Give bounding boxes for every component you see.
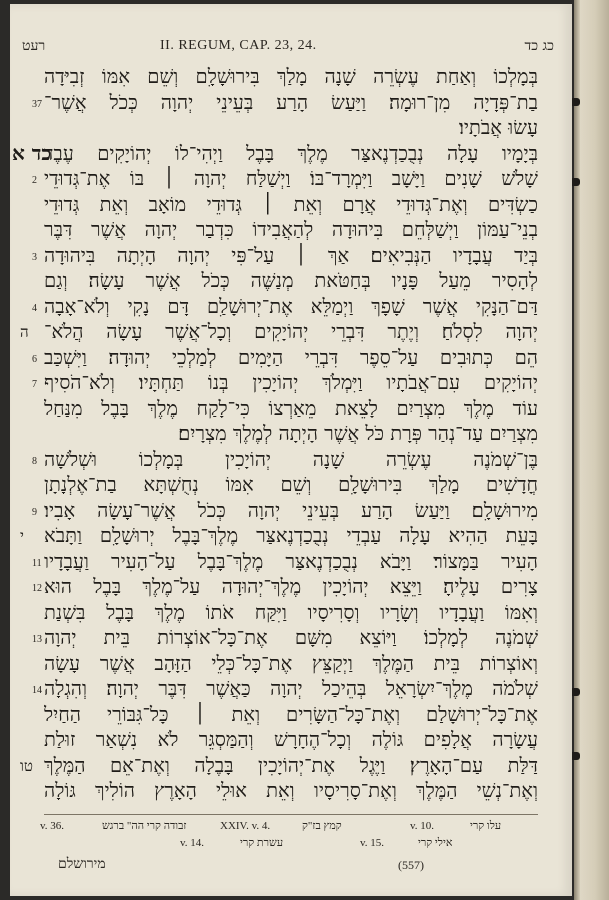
text-line — [10, 600, 572, 626]
chapter-marker: י — [20, 527, 24, 545]
text-line — [10, 268, 572, 294]
verse-text: וְאוֹצְרוֹת בֵּית הַמֶּלֶךְ וַיְקַצֵּץ אֶת־כָּל־כְּלֵי הַזָּהָב אֲשֶׁר עָשָׂה — [44, 651, 538, 675]
masoretic-notes — [10, 820, 572, 860]
text-line — [10, 447, 572, 473]
verse-text: וְאֶת־נְשֵׁי הַמֶּלֶךְ וְאֶת־סָרִיסָיו וְאֵת אוּלֵי הָאָרֶץ הוֹלִיךְ גּוֹלָה — [44, 779, 538, 802]
note-entry: v. 36. — [40, 820, 65, 832]
book-spine — [574, 0, 609, 900]
verse-text: חֳדָשִׁים מָלַךְ בִּירוּשָׁלִָם וְשֵׁם אִמּוֹ נְחֻשְׁתָּא בַת־אֶלְנָתָן — [44, 473, 538, 496]
text-line — [10, 319, 572, 345]
text-line — [10, 778, 572, 804]
running-head-hebrew-page: רעט — [22, 38, 46, 54]
verse-text: הָעִיר בַּמָּצוֹר׃ וַיָּבֹא נְבֻכַדְנֶאצַּר מֶלֶךְ־בָּבֶל עַל־הָעִיר וַעֲבָדָיו — [44, 549, 538, 573]
verse-number: 14 — [32, 685, 42, 696]
text-line — [10, 574, 572, 600]
verse-number: 13 — [32, 634, 42, 645]
text-line — [10, 192, 572, 218]
note-entry: אילי קרי — [418, 837, 453, 849]
note-entry: עלו קרי — [470, 820, 502, 832]
verse-text: מִירוּשָׁלִָם׃ וַיַּעַשׂ הָרַע בְּעֵינֵי יְהוָה כְּכֹל אֲשֶׁר־עָשָׂה אָבִיו׃ — [44, 498, 538, 522]
note-entry: v. 14. — [180, 837, 205, 849]
text-line — [10, 217, 572, 243]
spine-shadow — [574, 0, 580, 900]
text-line — [10, 396, 572, 422]
text-line — [10, 549, 572, 575]
verse-text: לְהָסִיר מֵעַל פָּנָיו בְּחַטֹּאת מְנַשֶּׁה כְּכֹל אֲשֶׁר עָשָׂה׃ וְגַם — [44, 269, 538, 292]
text-line — [10, 115, 572, 141]
verse-number: 12 — [32, 583, 42, 594]
text-line — [10, 141, 572, 167]
text-line — [10, 90, 572, 116]
verse-text: שְׁלֹמֹה מֶלֶךְ־יִשְׂרָאֵל בְּהֵיכַל יְהוָה כַּאֲשֶׁר דִּבֶּר יְהוָה׃ וְהִגְלָה — [44, 677, 538, 700]
verse-text: עוֹד מֶלֶךְ מִצְרַיִם לָצֵאת מֵאַרְצוֹ כִּי־לָקַח מֶלֶךְ בָּבֶל מִנַּחַל — [44, 396, 538, 420]
text-line — [10, 625, 572, 651]
text-line — [10, 370, 572, 396]
running-head-chapters: כג כד — [524, 38, 554, 54]
running-head — [10, 26, 572, 54]
verse-number: 9 — [32, 506, 37, 518]
note-entry: עשרת קרי — [240, 837, 284, 849]
text-line — [10, 294, 572, 320]
page-number: (557) — [398, 858, 424, 872]
text-line — [10, 243, 572, 269]
verse-number: 3 — [32, 251, 37, 263]
verse-text: בְּיָמָיו עָלָה נְבֻכַדְנֶאצַּר מֶלֶךְ בָּבֶל וַיְהִי־לוֹ יְהוֹיָקִים עֶבֶד — [44, 141, 538, 165]
verse-text: בְּיַד עֲבָדָיו הַנְּבִיאִים׃ אַךְ ׀ עַל־פִּי יְהוָה הָיְתָה בִּיהוּדָה — [44, 243, 538, 267]
note-entry: v. 15. — [360, 837, 385, 849]
text-line — [10, 64, 572, 90]
verse-text: הֵם כְּתוּבִים עַל־סֵפֶר דִּבְרֵי הַיָּמִים לְמַלְכֵי יְהוּדָה׃ וַיִּשְׁכַּב — [44, 345, 538, 369]
verse-number: 37 — [32, 98, 42, 110]
chapter-marker: כד א — [12, 140, 52, 165]
text-line — [10, 498, 572, 524]
verse-text: עָשׂוּ אֲבֹתָיו׃ — [458, 116, 538, 139]
verse-text: בַת־פְּדָיָה מִן־רוּמָה׃ וַיַּעַשׂ הָרַע בְּעֵינֵי יְהוָה כְּכֹל אֲשֶׁר־ — [44, 90, 538, 114]
verse-text: יְהוֹיָקִים עִם־אֲבֹתָיו וַיִּמְלֹךְ יְהוֹיָכִין בְּנוֹ תַּחְתָּיו׃ וְלֹא־הֹסִיף — [44, 371, 538, 394]
verse-text: אֶת־כָּל־יְרוּשָׁלַם וְאֶת־כָּל־הַשָּׂרִים וְאֵת ׀ כָּל־גִּבּוֹרֵי הַחַיִל — [44, 702, 538, 726]
verse-text: יְהוָה לִסְלֹחַ׃ וְיֶתֶר דִּבְרֵי יְהוֹיָקִים וְכָל־אֲשֶׁר עָשָׂה הֲלֹא־ — [44, 320, 538, 343]
text-line — [10, 523, 572, 549]
note-entry: v. 10. — [410, 820, 435, 832]
verse-text: שָׁלֹשׁ שָׁנִים וַיָּשָׁב וַיִּמְרָד־בּוֹ׃ וַיְשַׁלַּח יְהוָה ׀ בּוֹ אֶת־גְּדוּדֵי — [44, 167, 538, 190]
verse-number: 8 — [32, 455, 37, 467]
chapter-marker: ה — [20, 323, 29, 341]
verse-text: דַּלַּת עַם־הָאָרֶץ׃ וַיֶּגֶל אֶת־יְהוֹיָכִין בָּבֶלָה וְאֶת־אֵם הַמֶּלֶךְ — [44, 753, 538, 777]
verse-text: בְנֵי־עַמּוֹן וַיְשַׁלְּחֵם בִּיהוּדָה לְהַאֲבִידוֹ כִּדְבַר יְהוָה אֲשֶׁר דִּבֶּר — [44, 218, 538, 241]
verse-text: שְׁמֹנֶה לְמָלְכוֹ׃ וַיּוֹצֵא מִשָּׁם אֶת־כָּל־אוֹצְרוֹת בֵּית יְהוָה — [44, 626, 538, 649]
text-line — [10, 727, 572, 753]
verse-number: 4 — [32, 302, 37, 314]
note-entry: XXIV. v. 4. — [220, 820, 271, 832]
running-head-title: II. REGUM, CAP. 23, 24. — [160, 38, 317, 53]
verse-text: כַשְׂדִּים וְאֶת־גְּדוּדֵי אֲרָם וְאֵת ׀ גְּדוּדֵי מוֹאָב וְאֵת גְּדוּדֵי — [44, 192, 538, 216]
verse-number: 6 — [32, 353, 37, 365]
verse-text: בָּעֵת הַהִיא עָלָה עַבְדֵי נְבֻכַדְנֶאצַּר מֶלֶךְ־בָּבֶל יְרוּשָׁלִָם וַתָּבֹא — [44, 524, 538, 547]
catchword: מירושלם — [58, 856, 106, 872]
text-line — [10, 166, 572, 192]
text-line — [10, 345, 572, 371]
verse-number: 7 — [32, 379, 37, 390]
page-footer — [10, 856, 572, 880]
note-entry: קמץ בז"ק — [302, 820, 342, 832]
verse-text: וְאִמּוֹ וַעֲבָדָיו וְשָׂרָיו וְסָרִיסָיו וַיִּקַּח אֹתוֹ מֶלֶךְ בָּבֶל בִּשְׁנַת — [44, 600, 538, 624]
text-line — [10, 651, 572, 677]
verse-number: 11 — [32, 557, 42, 569]
text-line — [10, 472, 572, 498]
verse-text: בֶּן־שְׁמֹנֶה עֶשְׂרֵה שָׁנָה יְהוֹיָכִין בְּמָלְכוֹ וּשְׁלֹשָׁה — [44, 447, 538, 471]
text-line — [10, 753, 572, 779]
footnote-rule — [44, 814, 538, 815]
verse-text: דַּם־הַנָּקִי אֲשֶׁר שָׁפָךְ וַיְמַלֵּא אֶת־יְרוּשָׁלִַם דָּם נָקִי וְלֹא־אָבָה — [44, 294, 538, 318]
verse-number: 2 — [32, 175, 37, 186]
text-line — [10, 421, 572, 447]
verse-text: מִצְרַיִם עַד־נְהַר פְּרָת כֹּל אֲשֶׁר הָיְתָה לְמֶלֶךְ מִצְרָיִם׃ — [178, 422, 538, 445]
chapter-marker: טו — [20, 756, 33, 775]
verse-text: צָרִים עָלֶיהָ׃ וַיֵּצֵא יְהוֹיָכִין מֶלֶךְ־יְהוּדָה עַל־מֶלֶךְ בָּבֶל הוּא — [44, 575, 538, 598]
verse-text: עֲשָׂרָה אֲלָפִים גּוֹלֶה וְכָל־הֶחָרָשׁ וְהַמַּסְגֵּר לֹא נִשְׁאַר זוּלַת — [44, 728, 538, 751]
note-entry: זבודה קרי הה" ברגש — [102, 820, 187, 832]
verse-text: בְּמָלְכוֹ וְאַחַת עֶשְׂרֵה שָׁנָה מָלַךְ בִּירוּשָׁלִָם וְשֵׁם אִמּוֹ זְבִיּדָה — [44, 65, 538, 88]
text-line — [10, 676, 572, 702]
book-page — [10, 4, 572, 896]
text-line — [10, 702, 572, 728]
